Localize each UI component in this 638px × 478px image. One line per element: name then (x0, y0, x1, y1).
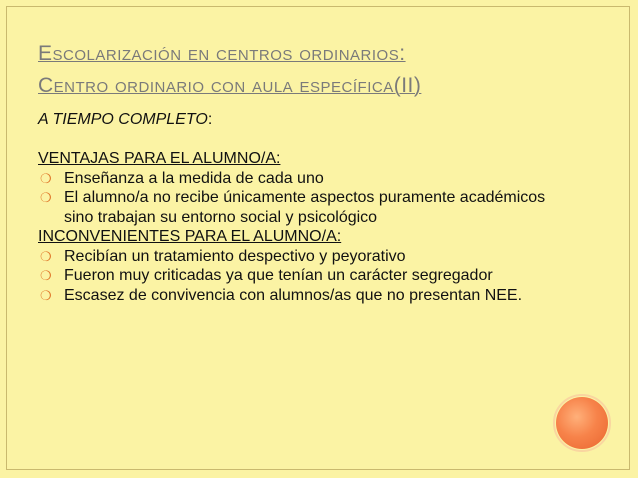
spacer (38, 130, 568, 150)
slide-title (38, 38, 598, 102)
slide-content (38, 110, 568, 305)
title-line-1: Escolarización en centros ordinarios: (38, 42, 406, 65)
subtitle-italic: A TIEMPO COMPLETO (38, 111, 208, 128)
list-item-text: Escasez de convivencia con alumnos/as que no presentan NEE. (64, 286, 523, 304)
circle-bullet-icon: ❍ (40, 248, 52, 264)
list-item (38, 169, 568, 189)
decorative-orb (556, 397, 608, 449)
circle-bullet-icon: ❍ (40, 190, 52, 205)
circle-bullet-icon: ❍ (40, 268, 52, 283)
circle-bullet-icon: ❍ (40, 287, 52, 303)
subtitle (38, 110, 568, 130)
inconvenientes-heading: INCONVENIENTES PARA EL ALUMNO/A: (38, 228, 342, 245)
list-item (38, 188, 568, 227)
list-item-text: El alumno/a no recibe únicamente aspectos puramente académicos sino trabajan su entorno social y psicológico (64, 189, 546, 226)
list-item-text: Recibían un tratamiento despectivo y peyorativo (64, 247, 406, 265)
title-line-2: Centro ordinario con aula específica(II) (38, 74, 422, 97)
list-item (38, 266, 568, 286)
list-item-text: Enseñanza a la medida de cada uno (64, 169, 324, 187)
list-item-text: Fueron muy criticadas ya que tenían un carácter segregador (64, 267, 493, 284)
circle-bullet-icon: ❍ (40, 170, 52, 186)
list-item (38, 247, 568, 267)
ventajas-heading: VENTAJAS PARA EL ALUMNO/A: (38, 150, 281, 167)
subtitle-colon: : (207, 111, 213, 128)
list-item (38, 286, 568, 306)
